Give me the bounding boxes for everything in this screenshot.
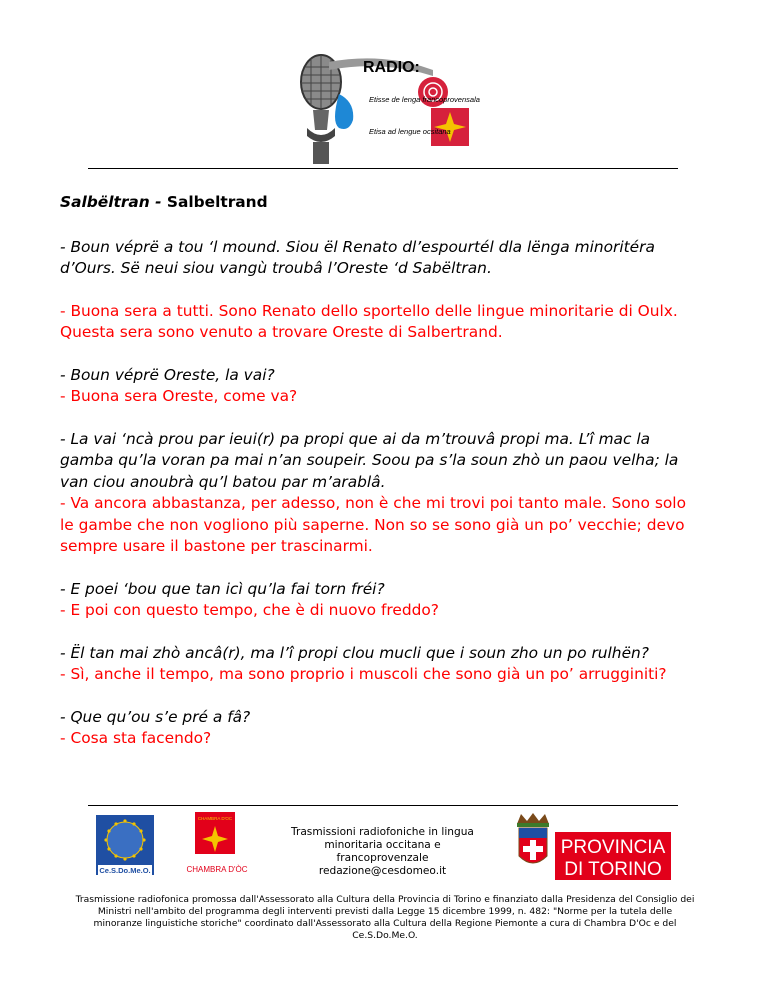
occitan-line: - Boun véprë a tou ‘l mound. Siou ël Renato dl’espourtél dla lënga minoritéra d’Ours. Së neui siou vangù troubâ l’Oreste ‘d Sabëltran. [60, 237, 655, 277]
footer-line: francoprovenzale [336, 852, 429, 864]
chambra-label: CHAMBRA D'ÒC [186, 865, 248, 874]
dialogue-paragraph [60, 237, 700, 280]
chambra-doc-logo [186, 812, 248, 876]
dialogue-paragraph [60, 579, 700, 622]
provincia-line1: PROVINCIA [560, 837, 666, 858]
dialogue [60, 237, 700, 750]
radio-logo [283, 42, 480, 164]
article-body [60, 192, 700, 771]
title-occitan: Salbëltran - [60, 193, 167, 211]
tagline-ocsitana: Etisa ad lengue ocsitana [369, 127, 451, 136]
chambra-small-text: CHAMBRA D'OC [197, 816, 233, 821]
italian-line: - E poi con questo tempo, che è di nuovo freddo? [60, 601, 439, 619]
cesdomeo-label: Ce.S.Do.Me.O. [99, 866, 151, 875]
footer-divider [88, 805, 678, 806]
footer-line: minoritaria occitana e [324, 839, 441, 851]
dialogue-paragraph [60, 365, 700, 408]
title-italian: Salbeltrand [166, 193, 268, 211]
header-divider [88, 168, 678, 169]
footer-center-text [280, 826, 485, 878]
italian-line: - Buona sera Oreste, come va? [60, 387, 298, 405]
italian-line: - Sì, anche il tempo, ma sono proprio i muscoli che sono già un po’ arrugginiti? [60, 665, 667, 683]
footer-line: Trasmissioni radiofoniche in lingua [291, 826, 474, 838]
provincia-line2: DI TORINO [564, 859, 662, 880]
occitan-line: - Que qu’ou s’e pré a fâ? [60, 707, 251, 726]
cesdomeo-logo [96, 815, 154, 875]
provincia-torino-logo [513, 812, 671, 880]
occitan-line: - E poei ‘bou que tan icì qu’la fai torn fréi? [60, 579, 385, 598]
dialogue-paragraph [60, 643, 700, 686]
dialogue-paragraph [60, 301, 700, 344]
occitan-line: - La vai ‘ncà prou par ieui(r) pa propi que ai da m’trouvâ propi ma. L’î mac la gamba qu’la voran pa mai n’an soupeir. Soou pa s’la soun zhò un paou velha; la van ciou anoubrà qu’l batou par m’arablâ. [60, 429, 679, 491]
italian-line: - Va ancora abbastanza, per adesso, non è che mi trovi poi tanto male. Sono solo le gambe che non vogliono più saperne. Non so se sono già un po’ vecchie; devo sempre usare il bastone per trascinarmi. [60, 494, 686, 555]
italian-line: - Cosa sta facendo? [60, 729, 212, 747]
dialogue-paragraph [60, 707, 700, 750]
occitan-line: - Ël tan mai zhò ancâ(r), ma l’î propi clou mucli que i soun zho un po rulhën? [60, 643, 649, 662]
article-title [60, 192, 700, 214]
tagline-francoprovensala: Etisse de lenga francoprovensala [369, 95, 480, 104]
microphone-icon [283, 42, 480, 164]
radio-title: RADIO: [363, 59, 420, 76]
footer-email: redazione@cesdomeo.it [318, 865, 447, 877]
dialogue-paragraph [60, 429, 700, 558]
italian-line: - Buona sera a tutti. Sono Renato dello sportello delle lingue minoritarie di Oulx. Questa sera sono venuto a trovare Oreste di Salbertrand. [60, 301, 678, 341]
funding-disclaimer: Trasmissione radiofonica promossa dall'Assessorato alla Cultura della Provincia di Torino e finanziato dalla Presidenza del Consiglio dei Ministri nell'ambito del programma degli interventi previsti dalla Legge 15 dicembre 1999, n. 482: "Norme per la tutela delle minoranze linguistiche storiche" coordinato dall'Assessorato alla Cultura della Regione Piemonte a cura di Chambra D'Oc e del Ce.S.Do.Me.O. [75, 894, 695, 941]
occitan-line: - Boun véprë Oreste, la vai? [60, 365, 275, 384]
